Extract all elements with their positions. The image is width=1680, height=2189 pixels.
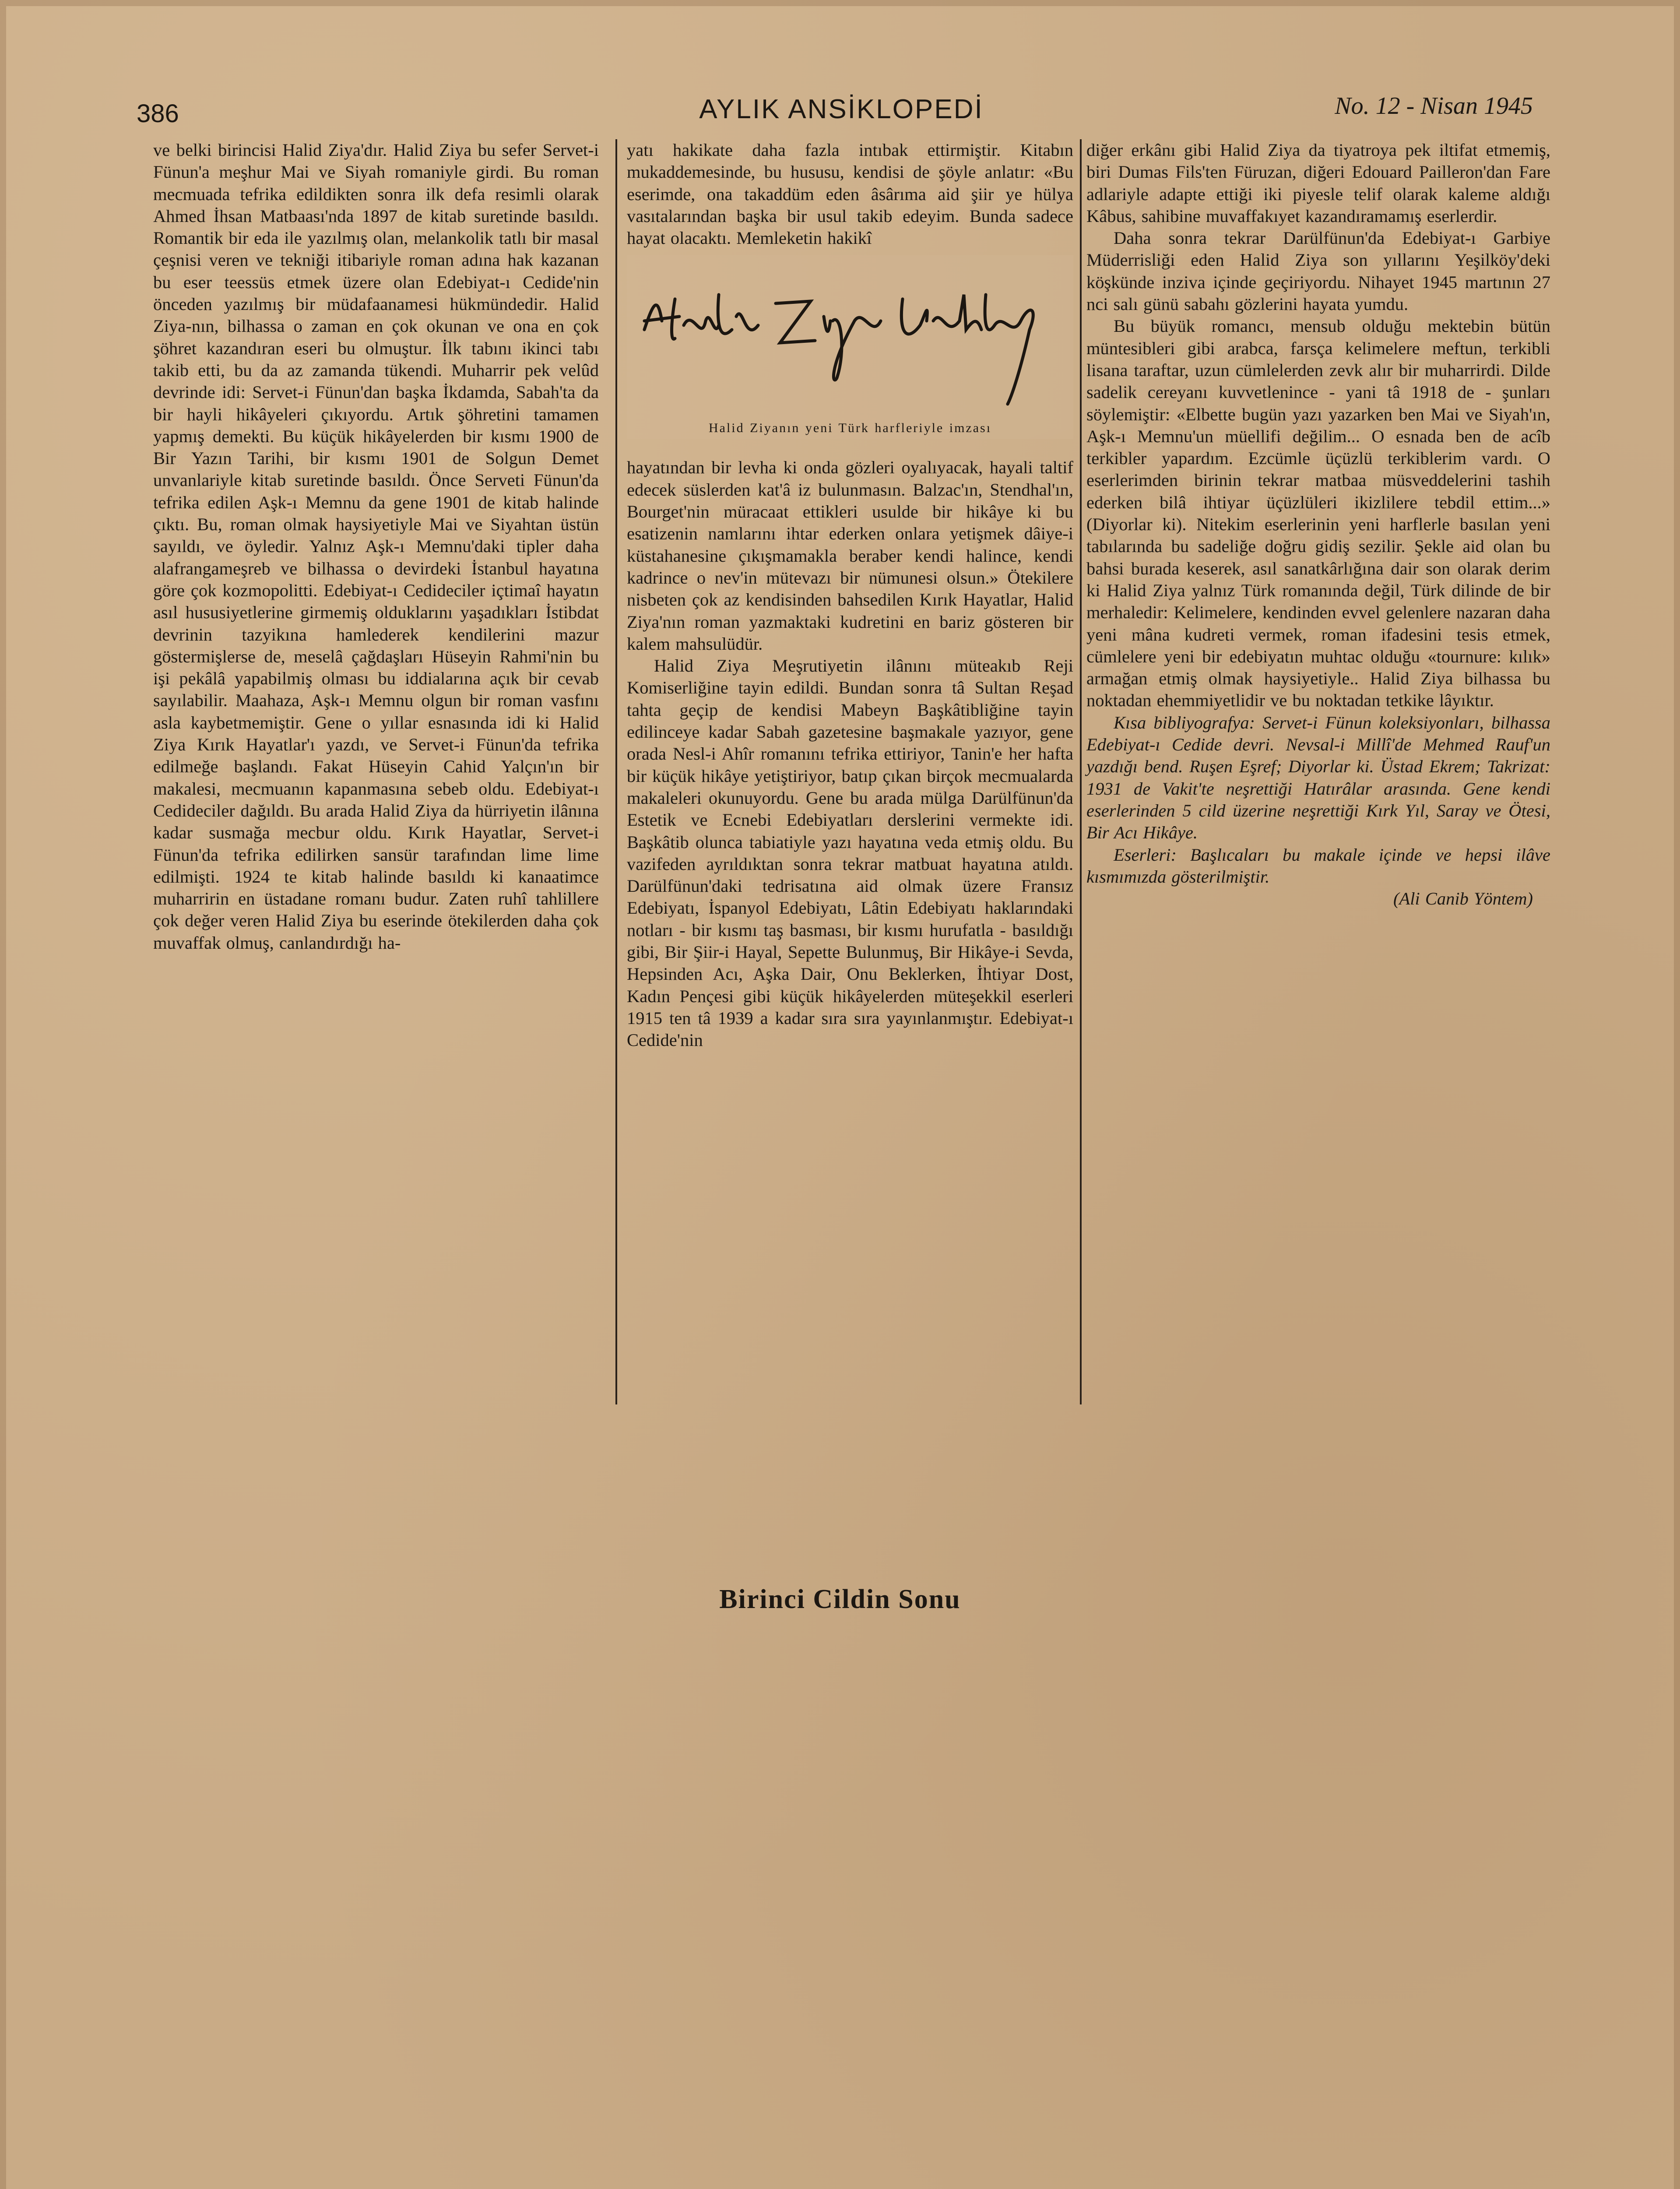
article-author: (Ali Canib Yöntem) [1393, 889, 1533, 909]
page-number: 386 [137, 99, 179, 128]
article-column-left [153, 139, 599, 1409]
paragraph: ve belki birincisi Halid Ziya'dır. Halid Ziya bu sefer Servet-i Fünun'a meşhur Mai ve Siyah romaniyle girdi. Bu roman mecmuada tefrika edildikten sonra ilk defa resimli olarak Ahmed İhsan Matbaası'nda 1897 de kitab suretinde basıldı. Romantik bir eda ile yazılmış olan, melankolik tatlı bir masal çeşnisi veren ve tekniği itibariyle roman adına hak kazanan bu eser teessüs etmek üzere olan Edebiyat-ı Cedide'nin önceden yazılmış bir müdafaanamesi hükmündedir. Halid Ziya-nın, bilhassa o zaman en çok okunan ve ona en çok şöhret kazandıran eseri bu olmuştur. İlk tabını ikinci tabı takib etti, bu da az zamanda tükendi. Muharrir pek velûd devrinde idi: Servet-i Fünun'dan başka İkdamda, Sabah'ta da bir hayli hikâyeleri çıkıyordu. Artık şöhretini tamamen yapmış demekti. Bu küçük hikâyelerden bir kısmı 1900 de Bir Yazın Tarihi, bir kısmı 1901 de Solgun Demet unvanlariyle kitab suretinde basıldı. Önce Serveti Fünun'da tefrika edilen Aşk-ı Memnu da gene 1901 de kitab halinde çıktı. Bu, roman olmak haysiyetiyle Mai ve Siyahtan üstün sayıldı, ve öyledir. Yalnız Aşk-ı Memnu'daki tipler daha alafrangameşreb ve bilhassa o devirdeki İstanbul hayatına göre çok kozmopolitti. Edebiyat-ı Cedideciler içtimaî hayatın asıl hususiyetlerine girmemiş olduklarını yaşadıkları İstibdat devrinin tazyikına hamlederek kendilerini mazur göstermişlerse de, meselâ çağdaşları Hüseyin Rahmi'nin bu işi pekâlâ yapabilmiş olması bu iddialarına açık bir cevab sayılabilir. Maahaza, Aşk-ı Memnu olgun bir roman vasfını asla kaybetmemiştir. Gene o yıllar esnasında idi ki Halid Ziya Kırık Hayatlar'ı yazdı, ve Servet-i Fünun'da tefrika edilmeğe başlandı. Fakat Hüseyin Cahid Yalçın'ın bir makalesi, mecmuanın kapanmasına sebeb oldu. Edebiyat-ı Cedideciler dağıldı. Bu arada Halid Ziya da hürriyetin ilânına kadar susmağa mecbur oldu. Kırık Hayatlar, Servet-i Fünun'da tefrika edilirken sansür tarafından lime lime edilmişti. 1924 te kitab halinde basıldı ki kanaatimce muharririn en üstadane romanı budur. Zaten ruhî tahlillere çok değer veren Halid Ziya bu eserinde ötekilerden daha çok muvaffak olmuş, canlandırdığı ha- [153, 140, 599, 953]
paragraph: diğer erkânı gibi Halid Ziya da tiyatroya pek iltifat etmemiş, biri Dumas Fils'ten Füruzan, diğeri Edouard Pailleron'dan Fare adlariyle adapte ettiği iki piyesle telif olarak kaleme aldığı Kâbus, sahibine muvaffakıyet kazandıramamış eserlerdir. [1086, 140, 1550, 226]
signature-figure [627, 255, 1073, 439]
works-note: Eserleri: Başlıcaları bu makale içinde ve hepsi ilâve kısmımızda gösterilmiştir. [1086, 845, 1550, 887]
paragraph: Daha sonra tekrar Darülfünun'da Edebiyat-ı Garbiye Müderrisliği eden Halid Ziya son yıllarını Yeşilköy'deki köşkünde inziva içinde geçiriyordu. Nihayet 1945 martının 27 nci salı günü sabahı gözlerini hayata yumdu. [1086, 228, 1550, 314]
paragraph: Bu büyük romancı, mensub olduğu mektebin bütün müntesibleri gibi arabca, farsça kelimelere meftun, terkibli lisana taraftar, uzun cümlelerden zevk alır bir muharrirdi. Dilde sadelik cereyanı kuvvetlenince - yani tâ 1918 de - şunları söylemiştir: «Elbette bugün yazı yazarken ben Mai ve Siyah'ın, Aşk-ı Memnu'un müellifi değilim... O esnada ben de acîb terkibler yapardım. Ezcümle üçüzlü terkiblerim vardı. O eserlerimden birinin tekrar matbaa müsveddelerini tashih ederken bilâ ihtiyar üçüzlüleri ikizlilere tebdil ettim...» (Diyorlar ki). Nitekim eserlerinin yeni harflerle basılan yeni tabılarında bu sadeliğe doğru gidiş sezilir. Şekle aid olan bu bahsi burada keserek, asıl sanatkârlığına dair son olarak derim ki Halid Ziya yalnız Türk romanında değil, Türk dilinde de bir merhaledir: Kelimelere, kendinden evvel gelenlere nazaran daha yeni mâna kudreti vermek, roman ifadesini tesis etmek, cümlelere yeni bir edebiyatın muhtac olduğu «tournure: kılık» armağan etmiş olmak haysiyetiyle.. Halid Ziya bilhassa bu noktadan ehemmiyetlidir ve bu noktadan tetkike lâyıktır. [1086, 316, 1550, 711]
volume-end-title: Birinci Cildin Sonu [719, 1584, 961, 1614]
signature-caption: Halid Ziyanın yeni Türk harfleriyle imzası [708, 421, 992, 436]
paragraph: Halid Ziya Meşrutiyetin ilânını müteakıb Reji Komiserliğine tayin edildi. Bundan sonra tâ Sultan Reşad tahta geçip de kendisi Mabeyn Başkâtibliğine tayin edilinceye kadar Sabah gazetesine başmakale yazıyor, gene orada Nesl-i Ahîr romanını tefrika ettiriyor, Tanin'e her hafta bir küçük hikâye yetiştiriyor, batıp çıkan birçok mecmualarda makaleleri okunuyordu. Gene bu arada mülga Darülfünun'da Estetik ve Ecnebi Edebiyatları derslerini vermekte idi. Başkâtib olunca tabiatiyle yazı hayatına veda etmiş oldu. Bu vazifeden ayrıldıktan sonra tekrar matbuat hayatına atıldı. Darülfünun'daki tedrisatına aid olmak üzere Fransız Edebiyatı, İspanyol Edebiyatı, Lâtin Edebiyatı haklarındaki notları - bir kısmı taş basması, bir kısmı hurufatla - basıldığı gibi, Bir Şiir-i Hayal, Sepette Bulunmuş, Bir Hikâye-i Sevda, Hepsinden Acı, Aşka Dair, Onu Beklerken, İhtiyar Dost, Kadın Pençesi gibi küçük hikâyelerden müteşekkil eserleri 1915 ten tâ 1939 a kadar sıra sıra yayınlanmıştır. Edebiyat-ı Cedide'nin [627, 656, 1073, 1050]
journal-title: AYLIK ANSİKLOPEDİ [699, 94, 984, 124]
signature-image [627, 255, 1073, 422]
paragraph: yatı hakikate daha fazla intıbak ettirmiştir. Kitabın mukaddemesinde, bu hususu, kendisi de şöyle anlatır: «Bu eserimde, ona takaddüm eden âsârıma aid şiir ye hülya vasıtalarından başka bir usul takib edeyim. Bunda sadece hayat olacaktı. Memleketin hakikî [627, 140, 1073, 248]
paragraph: hayatından bir levha ki onda gözleri oyalıyacak, hayali taltif edecek süslerden kat'â iz bulunmasın. Balzac'ın, Stendhal'ın, Bourget'nin müracaat ettikleri usulde bir hikâye ki bu esatizenin namlarını ihtar ederken onlara yetişmek dâiye-i küstahanesine çıkışmamakla beraber kendi halince, kendi kadrince o nev'in mütevazı bir nümunesi olsun.» Ötekilere nisbeten çok az kendisinden bahsedilen Kırık Hayatlar, Halid Ziya'nın roman yazmaktaki kudretini en bariz gösteren bir kalem mahsulüdür. [627, 458, 1073, 654]
page-header [137, 86, 1546, 134]
issue-date: No. 12 - Nisan 1945 [1335, 92, 1533, 120]
bibliography: Kısa bibliyografya: Servet-i Fünun koleksiyonları, bilhassa Edebiyat-ı Cedide devri. Nevsal-i Millî'de Mehmed Rauf'un yazdığı bend. Ruşen Eşref; Diyorlar ki. Üstad Ekrem; Takrizat: 1931 de Vakit'te neşrettiği Hatırâlar arasında. Gene kendi eserlerinden 5 cild üzerine neşrettiği Kırk Yıl, Saray ve Ötesi, Bir Acı Hikâye. [1086, 712, 1550, 843]
column-divider [615, 139, 617, 1404]
column-divider [1080, 139, 1082, 1404]
article-column-right [1086, 139, 1550, 1409]
article-column-middle [627, 139, 1073, 1409]
